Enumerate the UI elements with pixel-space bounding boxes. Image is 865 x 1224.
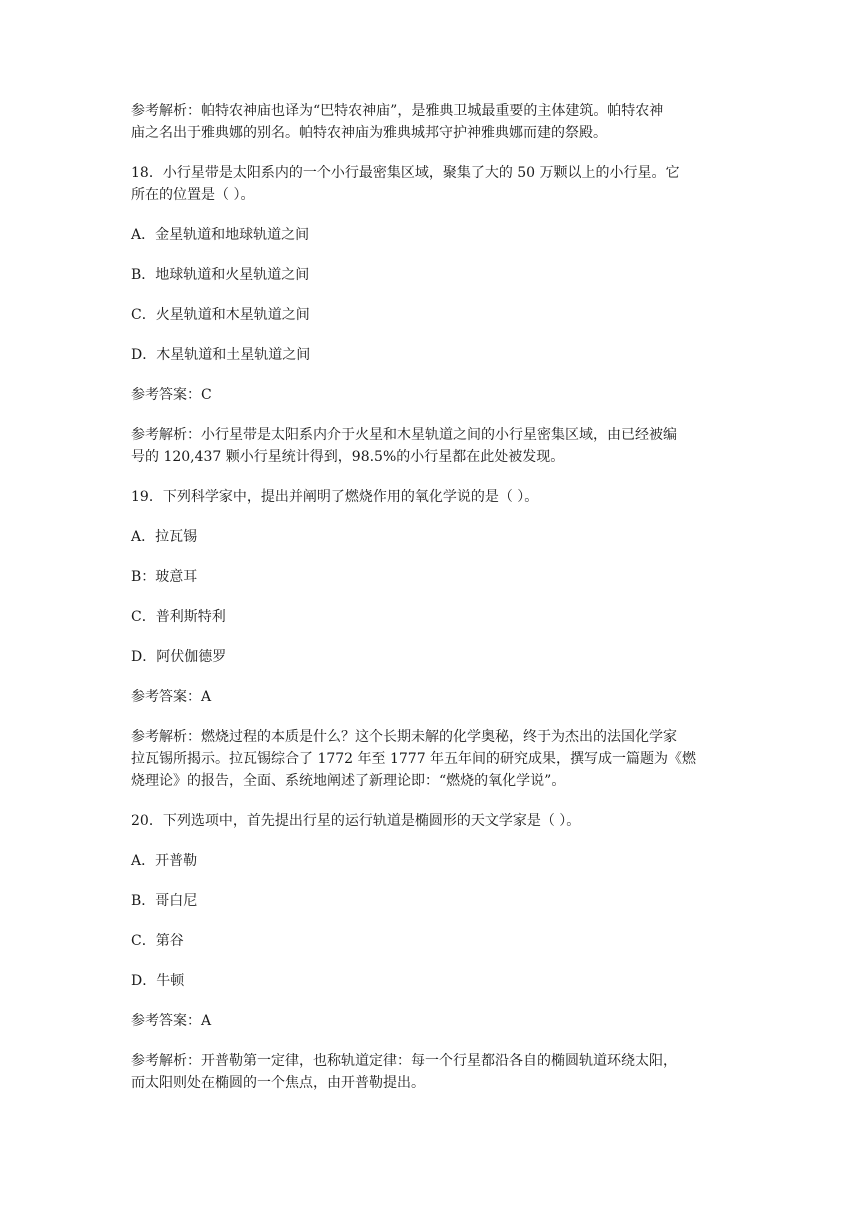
text-line: B．哥白尼 xyxy=(131,893,198,909)
answer-option xyxy=(131,264,739,286)
text-line: 而太阳则处在椭圆的一个焦点，由开普勒提出。 xyxy=(131,1075,425,1091)
answer-option xyxy=(131,224,739,246)
analysis-paragraph xyxy=(131,1050,739,1094)
question-text xyxy=(131,810,739,832)
text-line: 参考答案：A xyxy=(131,1013,212,1029)
answer-option xyxy=(131,646,739,668)
answer-option xyxy=(131,850,739,872)
reference-answer xyxy=(131,686,739,708)
text-line: C．普利斯特利 xyxy=(131,609,226,625)
analysis-paragraph xyxy=(131,726,739,792)
text-line: B．地球轨道和火星轨道之间 xyxy=(131,267,310,283)
reference-answer xyxy=(131,384,739,406)
text-line: 烧理论》的报告，全面、系统地阐述了新理论即：“燃烧的氧化学说”。 xyxy=(131,773,566,789)
text-line: A．拉瓦锡 xyxy=(131,529,198,545)
answer-option xyxy=(131,970,739,992)
answer-option xyxy=(131,526,739,548)
text-line: 参考解析：开普勒第一定律，也称轨道定律：每一个行星都沿各自的椭圆轨道环绕太阳， xyxy=(131,1053,677,1069)
answer-option xyxy=(131,930,739,952)
text-line: 拉瓦锡所揭示。拉瓦锡综合了 1772 年至 1777 年五年间的研究成果，撰写成一篇题为《燃 xyxy=(131,751,697,767)
text-line: C．火星轨道和木星轨道之间 xyxy=(131,307,310,323)
answer-option xyxy=(131,344,739,366)
answer-option xyxy=(131,304,739,326)
text-line: 20．下列选项中，首先提出行星的运行轨道是椭圆形的天文学家是（ ）。 xyxy=(131,813,581,829)
answer-option xyxy=(131,890,739,912)
text-line: 参考解析：小行星带是太阳系内介于火星和木星轨道之间的小行星密集区域，由已经被编 xyxy=(131,427,677,443)
answer-option xyxy=(131,606,739,628)
text-line: 18．小行星带是太阳系内的一个小行最密集区域，聚集了大的 50 万颗以上的小行星。它 xyxy=(131,165,680,181)
text-line: 参考答案：A xyxy=(131,689,212,705)
analysis-paragraph xyxy=(131,424,739,468)
answer-option xyxy=(131,566,739,588)
document-content xyxy=(131,100,739,1112)
text-line: B：玻意耳 xyxy=(131,569,198,585)
text-line: A．金星轨道和地球轨道之间 xyxy=(131,227,310,243)
text-line: 参考解析：燃烧过程的本质是什么？这个长期未解的化学奥秘，终于为杰出的法国化学家 xyxy=(131,729,677,745)
text-line: 参考解析：帕特农神庙也译为“巴特农神庙”，是雅典卫城最重要的主体建筑。帕特农神 xyxy=(131,103,664,119)
analysis-paragraph xyxy=(131,100,739,144)
reference-answer xyxy=(131,1010,739,1032)
question-text xyxy=(131,486,739,508)
text-line: D．木星轨道和土星轨道之间 xyxy=(131,347,311,363)
text-line: 参考答案：C xyxy=(131,387,212,403)
text-line: A．开普勒 xyxy=(131,853,198,869)
text-line: D．牛顿 xyxy=(131,973,185,989)
text-line: C．第谷 xyxy=(131,933,184,949)
question-text xyxy=(131,162,739,206)
text-line: 庙之名出于雅典娜的别名。帕特农神庙为雅典城邦守护神雅典娜而建的祭殿。 xyxy=(131,125,607,141)
text-line: 19．下列科学家中，提出并阐明了燃烧作用的氧化学说的是（ ）。 xyxy=(131,489,539,505)
text-line: D．阿伏伽德罗 xyxy=(131,649,227,665)
text-line: 所在的位置是（ ）。 xyxy=(131,187,255,203)
text-line: 号的 120,437 颗小行星统计得到，98.5%的小行星都在此处被发现。 xyxy=(131,449,565,465)
